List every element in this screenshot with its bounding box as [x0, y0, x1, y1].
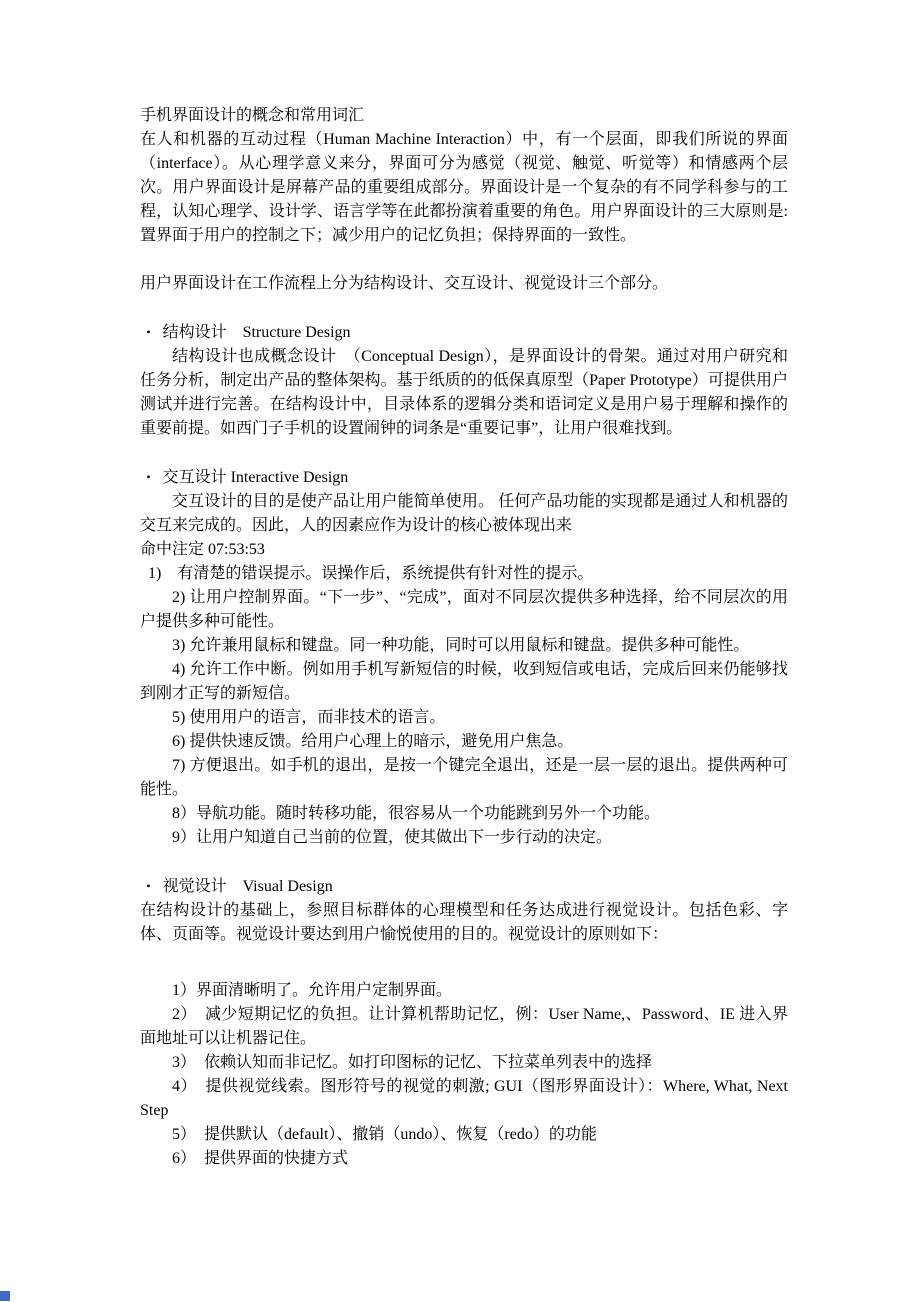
interactive-design-paragraph: 交互设计的目的是使产品让用户能简单使用。 任何产品功能的实现都是通过人和机器的交互来完成的。因此，人的因素应作为设计的核心被体现出来 [140, 493, 788, 534]
interaction-principle-2: 2) 让用户控制界面。“下一步”、“完成”，面对不同层次提供多种选择，给不同层次的用户提供多种可能性。 [140, 589, 788, 630]
bullet-icon: • [146, 325, 151, 339]
document-content [140, 104, 788, 1171]
bullet-icon: • [146, 470, 151, 484]
interaction-principle-1: 1) 有清楚的错误提示。误操作后，系统提供有针对性的提示。 [148, 565, 594, 582]
visual-principle-4: 4） 提供视觉线索。图形符号的视觉的刺激; GUI（图形界面设计）：Where, What, Next Step [140, 1078, 788, 1119]
chat-timestamp-line: 命中注定 07:53:53 [140, 541, 265, 558]
interaction-principle-8: 8）导航功能。随时转移功能，很容易从一个功能跳到另外一个功能。 [172, 805, 661, 822]
structure-design-paragraph: 结构设计也成概念设计 （Conceptual Design），是界面设计的骨架。通过对用户研究和任务分析，制定出产品的整体架构。基于纸质的的低保真原型（Paper Prototype）可提供用户测试并进行完善。在结构设计中，目录体系的逻辑分类和语词定义是用户易于理解和操作的重要前提。如西门子手机的设置闹钟的词条是“重要记事”，让用户很难找到。 [140, 348, 788, 437]
structure-design-heading: 结构设计 Structure Design [162, 324, 351, 341]
blank-line [140, 441, 788, 465]
visual-principle-2: 2） 减少短期记忆的负担。让计算机帮助记忆，例：User Name,、Password、IE 进入界面地址可以让机器记住。 [140, 1006, 788, 1047]
visual-principle-3: 3） 依赖认知而非记忆。如打印图标的记忆、下拉菜单列表中的选择 [172, 1054, 653, 1071]
visual-design-heading: 视觉设计 Visual Design [162, 878, 333, 895]
interaction-principle-3: 3) 允许兼用鼠标和键盘。同一种功能，同时可以用鼠标和键盘。提供多种可能性。 [172, 637, 750, 654]
interactive-design-heading: 交互设计 Interactive Design [162, 469, 349, 486]
interaction-principle-4: 4) 允许工作中断。例如用手机写新短信的时候，收到短信或电话，完成后回来仍能够找到刚才正写的新短信。 [140, 661, 788, 702]
visual-principle-5: 5） 提供默认（default）、撤销（undo）、恢复（redo）的功能 [172, 1126, 597, 1143]
visual-design-paragraph: 在结构设计的基础上，参照目标群体的心理模型和任务达成进行视觉设计。包括色彩、字体、页面等。视觉设计要达到用户愉悦使用的目的。视觉设计的原则如下： [140, 902, 788, 943]
blank-line [140, 296, 788, 320]
bullet-interactive-design [140, 465, 788, 490]
document-title: 手机界面设计的概念和常用词汇 [140, 107, 365, 124]
visual-principle-6: 6） 提供界面的快捷方式 [172, 1150, 349, 1167]
interaction-principle-6: 6) 提供快速反馈。给用户心理上的暗示，避免用户焦急。 [172, 733, 574, 750]
bullet-visual-design [140, 874, 788, 899]
interaction-principle-9: 9）让用户知道自己当前的位置，使其做出下一步行动的决定。 [172, 829, 613, 846]
workflow-paragraph: 用户界面设计在工作流程上分为结构设计、交互设计、视觉设计三个部分。 [140, 275, 669, 292]
blank-line [140, 248, 788, 272]
interaction-principle-7: 7) 方便退出。如手机的退出，是按一个键完全退出，还是一层一层的退出。提供两种可能性。 [140, 757, 788, 798]
corner-artifact-icon [0, 1291, 10, 1301]
visual-principle-1: 1）界面清晰明了。允许用户定制界面。 [172, 982, 453, 999]
bullet-structure-design [140, 320, 788, 345]
blank-line [140, 850, 788, 874]
intro-paragraph: 在人和机器的互动过程（Human Machine Interaction）中，有一个层面，即我们所说的界面（interface）。从心理学意义来分，界面可分为感觉（视觉、触觉、听觉等）和情感两个层次。用户界面设计是屏幕产品的重要组成部分。界面设计是一个复杂的有不同学科参与的工程，认知心理学、设计学、语言学等在此都扮演着重要的角色。用户界面设计的三大原则是: 置界面于用户的控制之下；减少用户的记忆负担；保持界面的一致性。 [140, 131, 788, 244]
interaction-principle-5: 5) 使用用户的语言，而非技术的语言。 [172, 709, 446, 726]
bullet-icon: • [146, 879, 151, 893]
blank-line [140, 947, 788, 979]
